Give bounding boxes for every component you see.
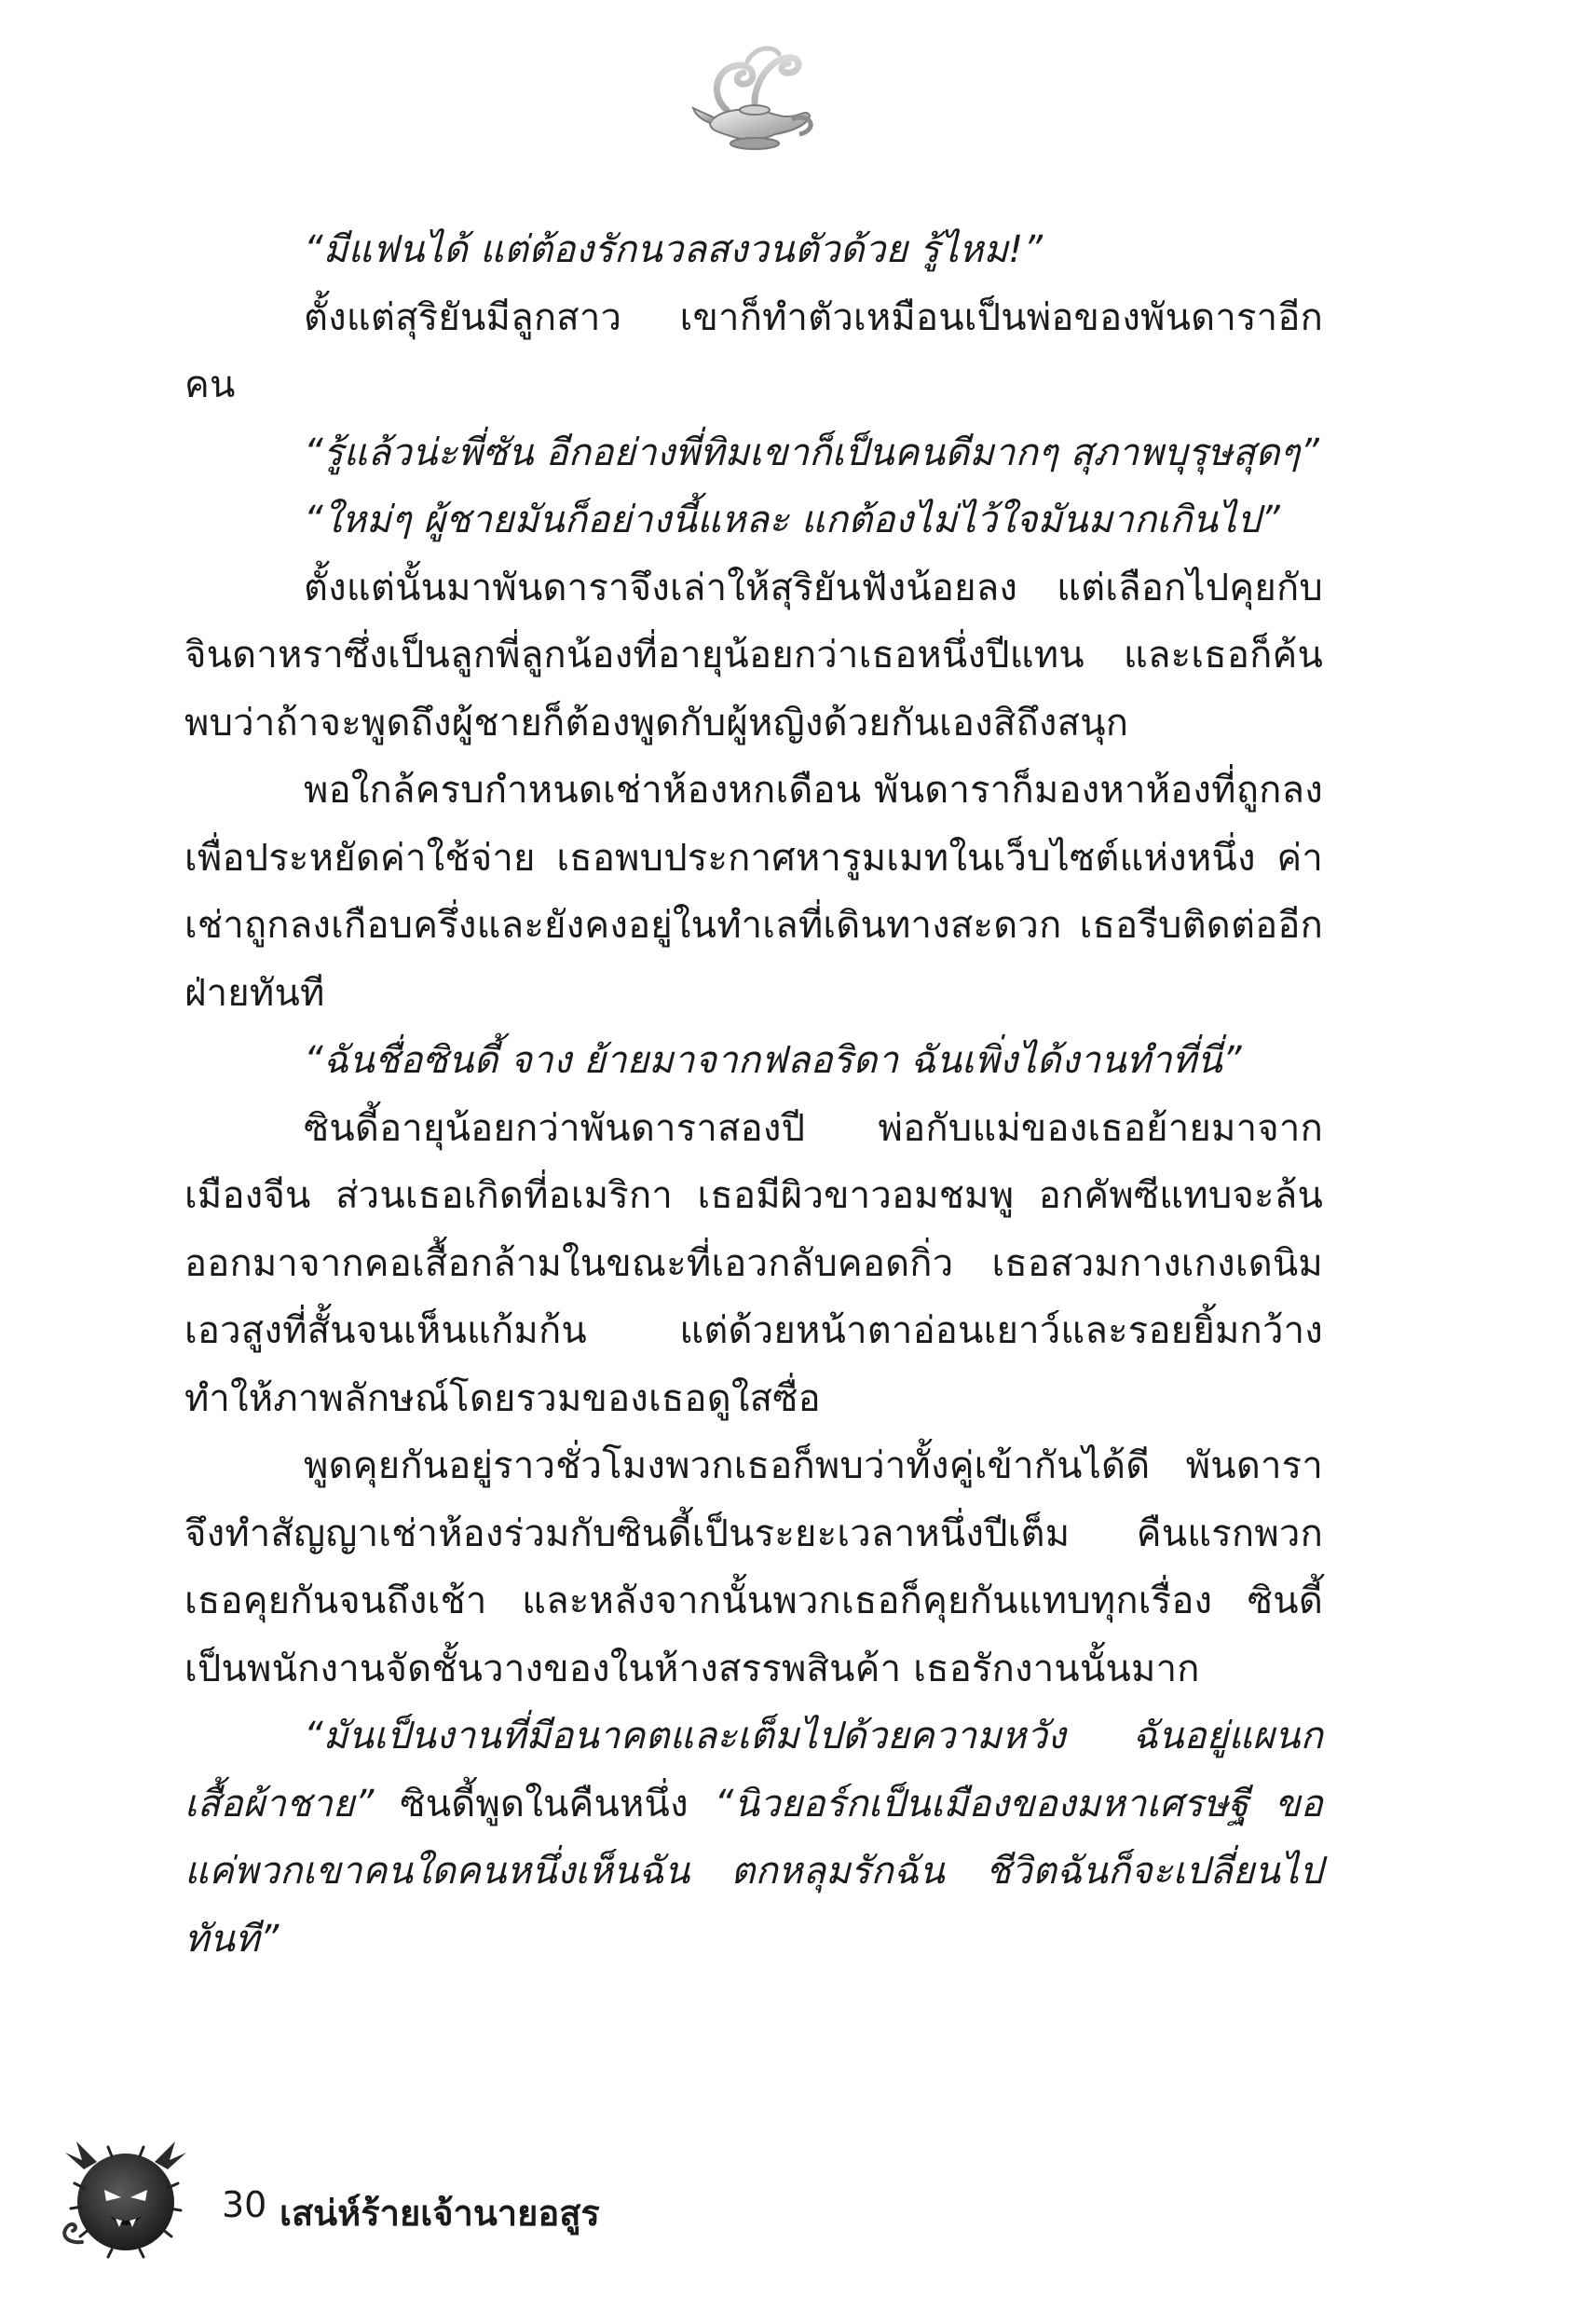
paragraph-6: พอใกล้ครบกำหนดเช่าห้องหกเดือน พันดาราก็มองหาห้องที่ถูกลงเพื่อประหยัดค่าใช้จ่าย เธอพบประกาศหารูมเมทในเว็บไซต์แห่งหนึ่ง ค่าเช่าถูกลงเกือบครึ่งและยังคงอยู่ในทำเลที่เดินทางสะดวก เธอรีบติดต่ออีกฝ่ายทันที [184,769,1323,1015]
book-title: เสน่ห์ร้ายเจ้านายอสูร [280,2193,600,2234]
genie-lamp-icon [689,37,820,158]
paragraph-1: “มีแฟนได้ แต่ต้องรักนวลสงวนตัวด้วย รู้ไหม!” [304,228,1044,271]
paragraph-2: ตั้งแต่สุริยันมีลูกสาว เขาก็ทำตัวเหมือนเป็นพ่อของพันดาราอีกคน [184,295,1323,406]
paragraph-5: ตั้งแต่นั้นมาพันดาราจึงเล่าให้สุริยันฟังน้อยลง แต่เลือกไปคุยกับจินดาหราซึ่งเป็นลูกพี่ลูกน้องที่อายุน้อยกว่าเธอหนึ่งปีแทน และเธอก็ค้นพบว่าถ้าจะพูดถึงผู้ชายก็ต้องพูดกับผู้หญิงด้วยกันเองสิถึงสนุก [184,566,1323,745]
paragraph-4: “ใหม่ๆ ผู้ชายมันก็อย่างนี้แหละ แกต้องไม่ไว้ใจมันมากเกินไป” [304,499,1281,541]
dialogue-quote-1: “มันเป็นงานที่มีอนาคตและเต็มไปด้วยความหวัง ฉันอยู่แผนกเสื้อผ้าชาย” [184,1715,1323,1826]
chapter-text [184,216,1323,1973]
page-number: 30 [222,2184,267,2225]
dialogue-quote-2: “นิวยอร์กเป็นเมืองของมหาเศรษฐี ขอแค่พวกเขาคนใดคนหนึ่งเห็นฉัน ตกหลุมรักฉัน ชีวิตฉันก็จะเปลี่ยนไปทันที” [184,1782,1324,1961]
page-footer [56,2132,894,2263]
paragraph-10 [184,1702,1323,1973]
narration: ซินดี้พูดในคืนหนึ่ง [374,1782,715,1826]
fuzzy-monster-icon [56,2132,196,2263]
paragraph-8: ซินดี้อายุน้อยกว่าพันดาราสองปี พ่อกับแม่ของเธอย้ายมาจากเมืองจีน ส่วนเธอเกิดที่อเมริกา เธอมีผิวขาวอมชมพู อกคัพซีแทบจะล้นออกมาจากคอเสื้อกล้ามในขณะที่เอวกลับคอดกิ่ว เธอสวมกางเกงเดนิมเอวสูงที่สั้นจนเห็นแก้มก้น แต่ด้วยหน้าตาอ่อนเยาว์และรอยยิ้มกว้างทำให้ภาพลักษณ์โดยรวมของเธอดูใสซื่อ [184,1106,1323,1420]
paragraph-3: “รู้แล้วน่ะพี่ซัน อีกอย่างพี่ทิมเขาก็เป็นคนดีมากๆ สุภาพบุรุษสุดๆ” [304,431,1320,474]
paragraph-9: พูดคุยกันอยู่ราวชั่วโมงพวกเธอก็พบว่าทั้งคู่เข้ากันได้ดี พันดาราจึงทำสัญญาเช่าห้องร่วมกับซินดี้เป็นระยะเวลาหนึ่งปีเต็ม คืนแรกพวกเธอคุยกันจนถึงเช้า และหลังจากนั้นพวกเธอก็คุยกันแทบทุกเรื่อง ซินดี้เป็นพนักงานจัดชั้นวางของในห้างสรรพสินค้า เธอรักงานนั้นมาก [184,1444,1323,1690]
paragraph-7: “ฉันชื่อซินดี้ จาง ย้ายมาจากฟลอริดา ฉันเพิ่งได้งานทำที่นี่” [304,1039,1242,1082]
